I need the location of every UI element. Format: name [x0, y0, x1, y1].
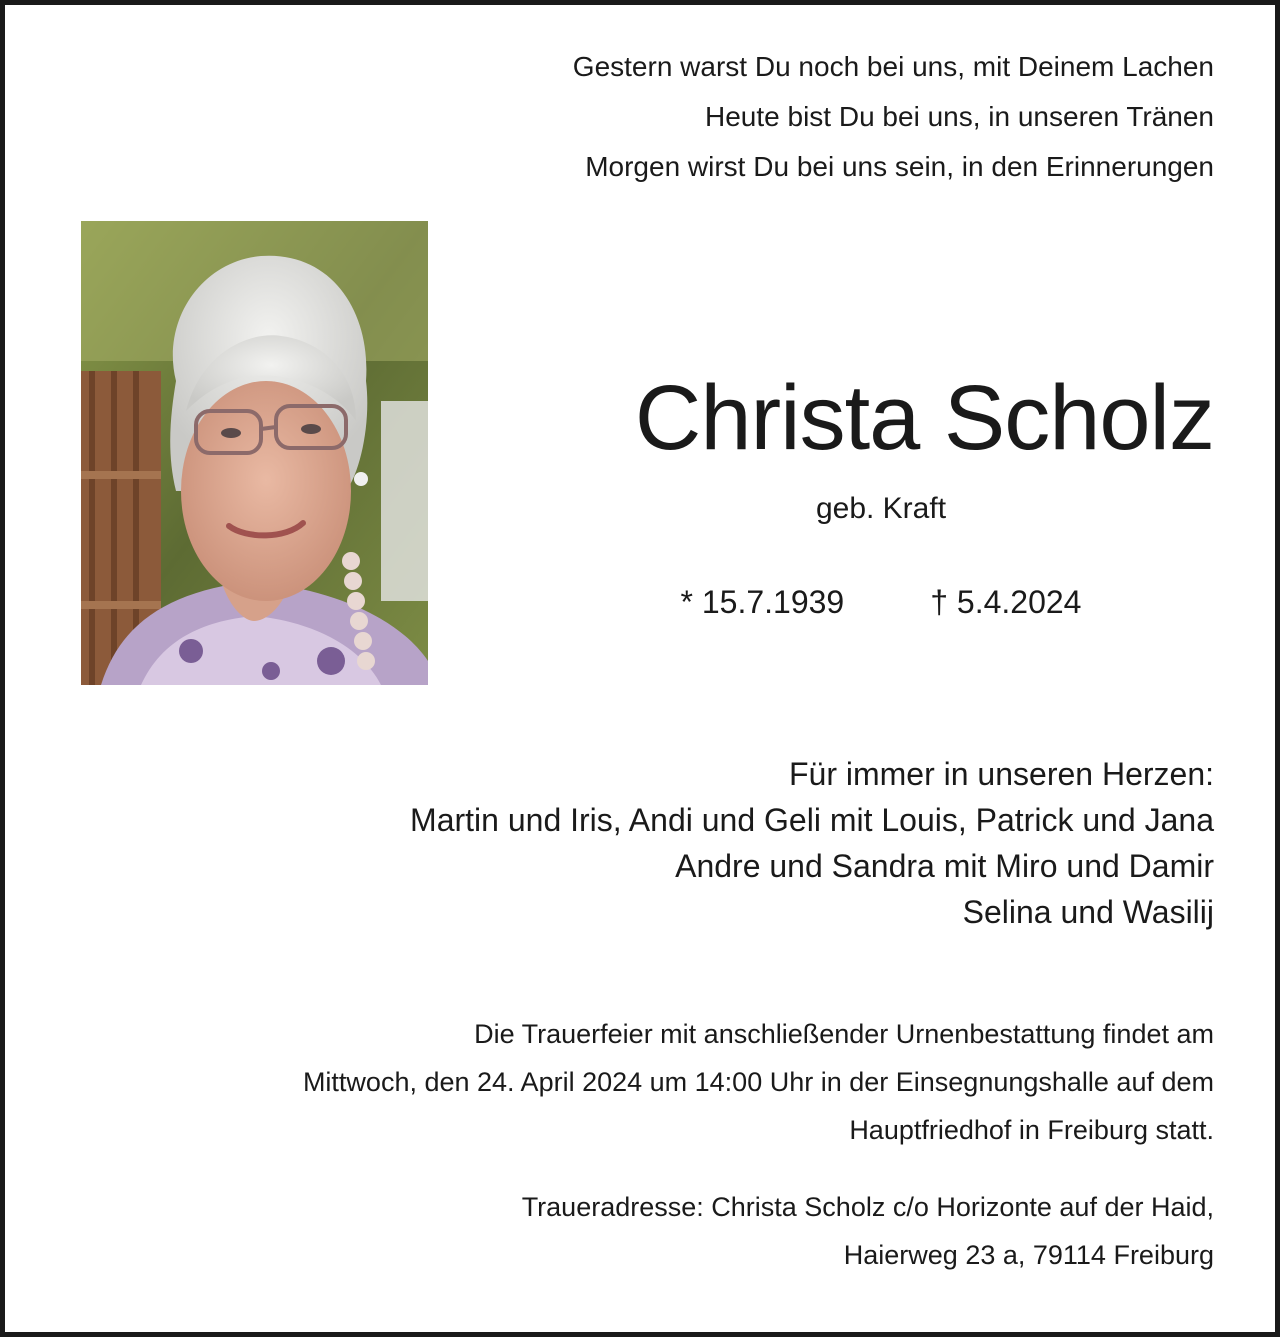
ceremony-info [303, 1010, 1214, 1154]
address-line: Traueradresse: Christa Scholz c/o Horizonte auf der Haid, [521, 1192, 1214, 1222]
family-line: Martin und Iris, Andi und Geli mit Louis, Patrick und Jana [410, 802, 1214, 838]
ceremony-line: Die Trauerfeier mit anschließender Urnenbestattung findet am [474, 1019, 1214, 1049]
motto-line: Morgen wirst Du bei uns sein, in den Erinnerungen [585, 151, 1214, 182]
ceremony-line: Hauptfriedhof in Freiburg statt. [849, 1115, 1214, 1145]
ceremony-line: Mittwoch, den 24. April 2024 um 14:00 Uhr in der Einsegnungshalle auf dem [302, 1067, 1214, 1097]
birth-date: * 15.7.1939 [680, 584, 845, 620]
life-dates [548, 580, 1214, 624]
death-date: † 5.4.2024 [930, 584, 1082, 620]
family-mourners [410, 751, 1214, 935]
motto-verse [573, 42, 1214, 192]
deceased-name: Christa Scholz [634, 367, 1214, 469]
family-line: Für immer in unseren Herzen: [788, 756, 1214, 792]
family-line: Selina und Wasilij [962, 894, 1214, 930]
family-line: Andre und Sandra mit Miro und Damir [675, 848, 1214, 884]
address-line: Haierweg 23 a, 79114 Freiburg [843, 1240, 1214, 1270]
motto-line: Heute bist Du bei uns, in unseren Tränen [705, 101, 1214, 132]
motto-line: Gestern warst Du noch bei uns, mit Deinem Lachen [572, 51, 1214, 82]
condolence-address [522, 1183, 1214, 1279]
birth-name: geb. Kraft [815, 492, 947, 525]
portrait-photo [81, 221, 428, 685]
